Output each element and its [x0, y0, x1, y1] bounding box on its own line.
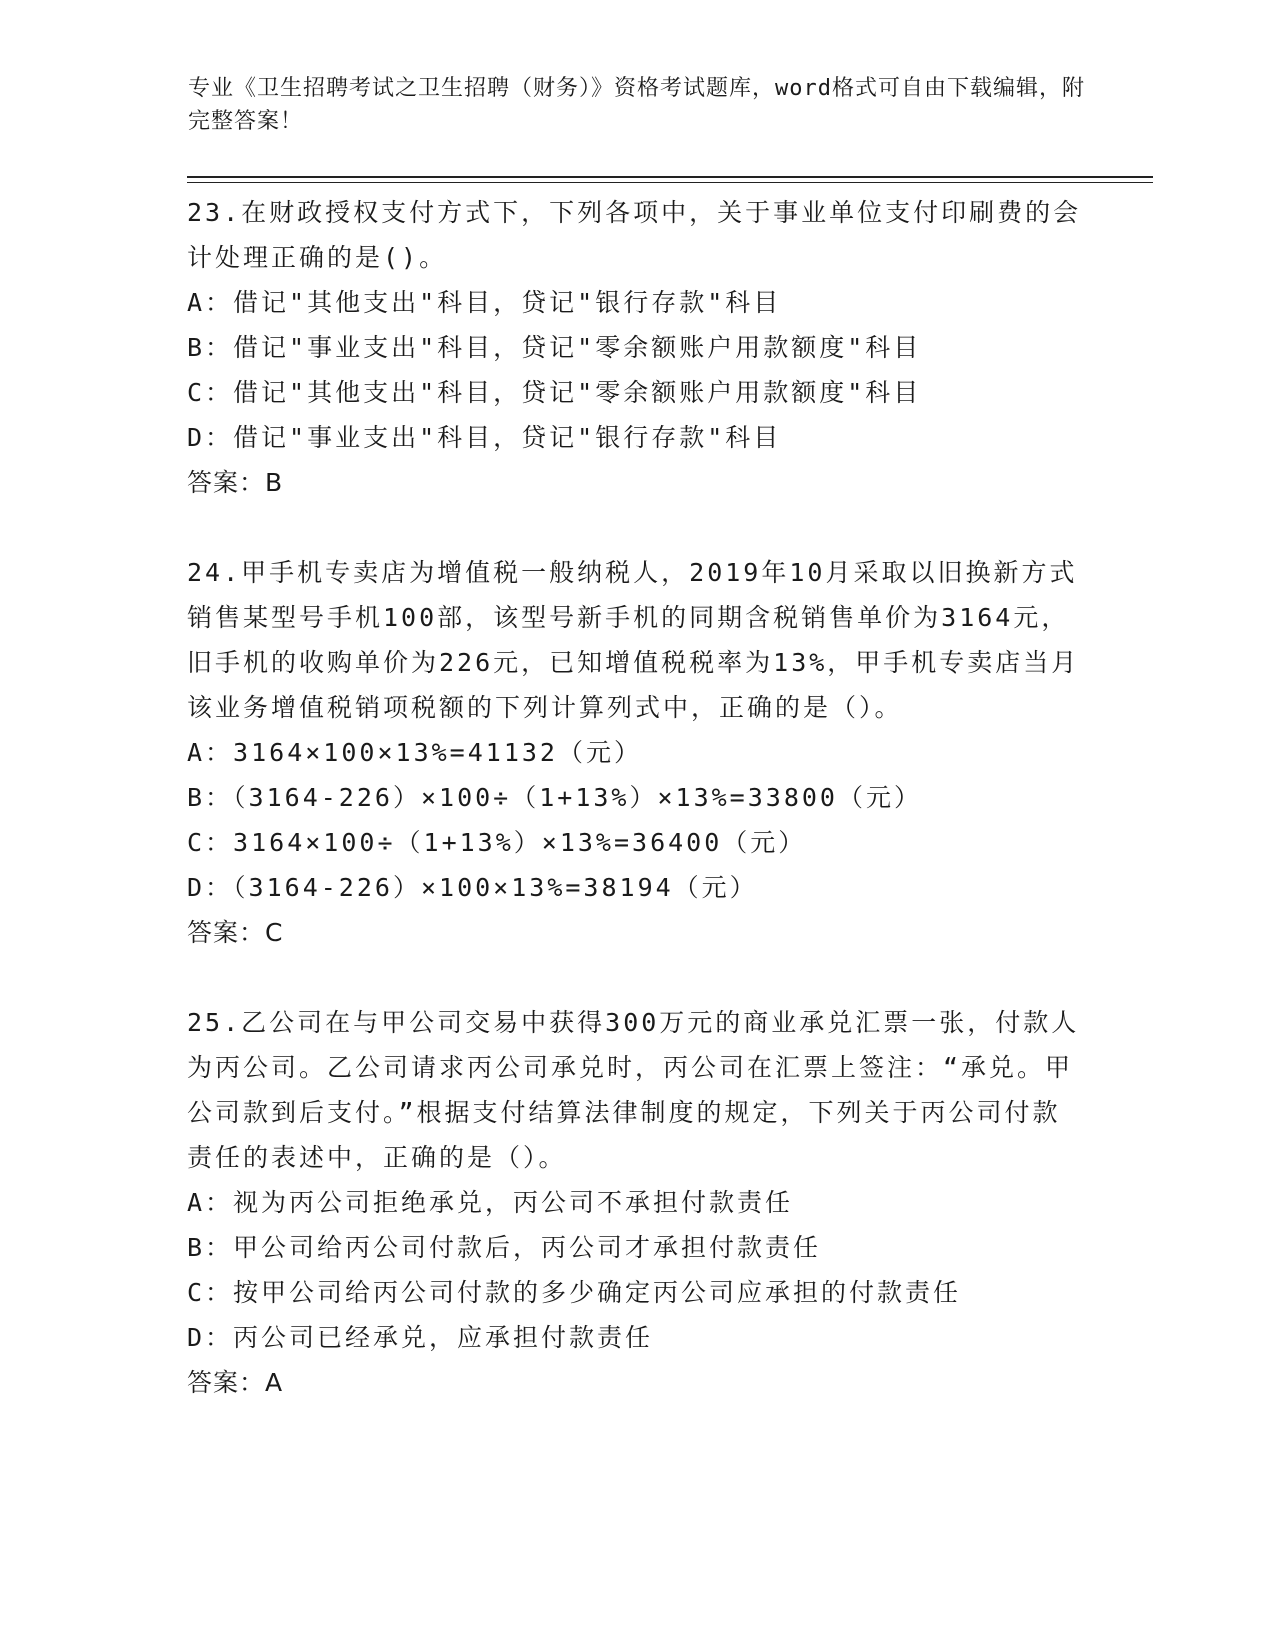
option-b: B：借记"事业支出"科目，贷记"零余额账户用款额度"科目	[187, 333, 922, 362]
document-header: 专业《卫生招聘考试之卫生招聘（财务）》资格考试题库，word格式可自由下载编辑，附完整答案！	[188, 76, 1085, 134]
answer-line	[187, 910, 1087, 956]
question-23	[187, 190, 1087, 506]
question-25	[187, 1000, 1087, 1406]
option-d: D：丙公司已经承兑，应承担付款责任	[187, 1323, 654, 1352]
option-a: A：视为丙公司拒绝承兑，丙公司不承担付款责任	[187, 1188, 794, 1217]
answer-value: B	[265, 468, 284, 497]
option-b: B：甲公司给丙公司付款后，丙公司才承担付款责任	[187, 1233, 822, 1262]
question-stem: 24.甲手机专卖店为增值税一般纳税人，2019年10月采取以旧换新方式销售某型号手机100部，该型号新手机的同期含税销售单价为3164元，旧手机的收购单价为226元，已知增值税税率为13%，甲手机专卖店当月该业务增值税销项税额的下列计算列式中，正确的是（）。	[187, 558, 1080, 722]
question-24	[187, 550, 1087, 956]
option-a: A：3164×100×13%=41132（元）	[187, 738, 642, 767]
answer-label: 答案：	[187, 468, 266, 497]
question-stem: 25.乙公司在与甲公司交易中获得300万元的商业承兑汇票一张，付款人为丙公司。乙公司请求丙公司承兑时，丙公司在汇票上签注：“承兑。甲公司款到后支付。”根据支付结算法律制度的规定，下列关于丙公司付款责任的表述中，正确的是（）。	[187, 1008, 1080, 1172]
header-divider-thin	[187, 182, 1153, 183]
option-c: C：借记"其他支出"科目，贷记"零余额账户用款额度"科目	[187, 378, 922, 407]
question-list	[187, 190, 1087, 1450]
option-c: C：3164×100÷（1+13%）×13%=36400（元）	[187, 828, 807, 857]
answer-label: 答案：	[187, 1368, 266, 1397]
answer-value: A	[265, 1368, 284, 1397]
question-stem: 23.在财政授权支付方式下，下列各项中，关于事业单位支付印刷费的会计处理正确的是()。	[187, 198, 1082, 272]
answer-label: 答案：	[187, 918, 266, 947]
answer-line	[187, 1360, 1087, 1406]
option-d: D：（3164-226）×100×13%=38194（元）	[187, 873, 758, 902]
option-a: A：借记"其他支出"科目，贷记"银行存款"科目	[187, 288, 782, 317]
answer-value: C	[265, 918, 284, 947]
header-divider-thick	[187, 176, 1153, 178]
option-d: D：借记"事业支出"科目，贷记"银行存款"科目	[187, 423, 782, 452]
answer-line	[187, 460, 1087, 506]
option-c: C：按甲公司给丙公司付款的多少确定丙公司应承担的付款责任	[187, 1278, 962, 1307]
option-b: B：（3164-226）×100÷（1+13%）×13%=33800（元）	[187, 783, 922, 812]
